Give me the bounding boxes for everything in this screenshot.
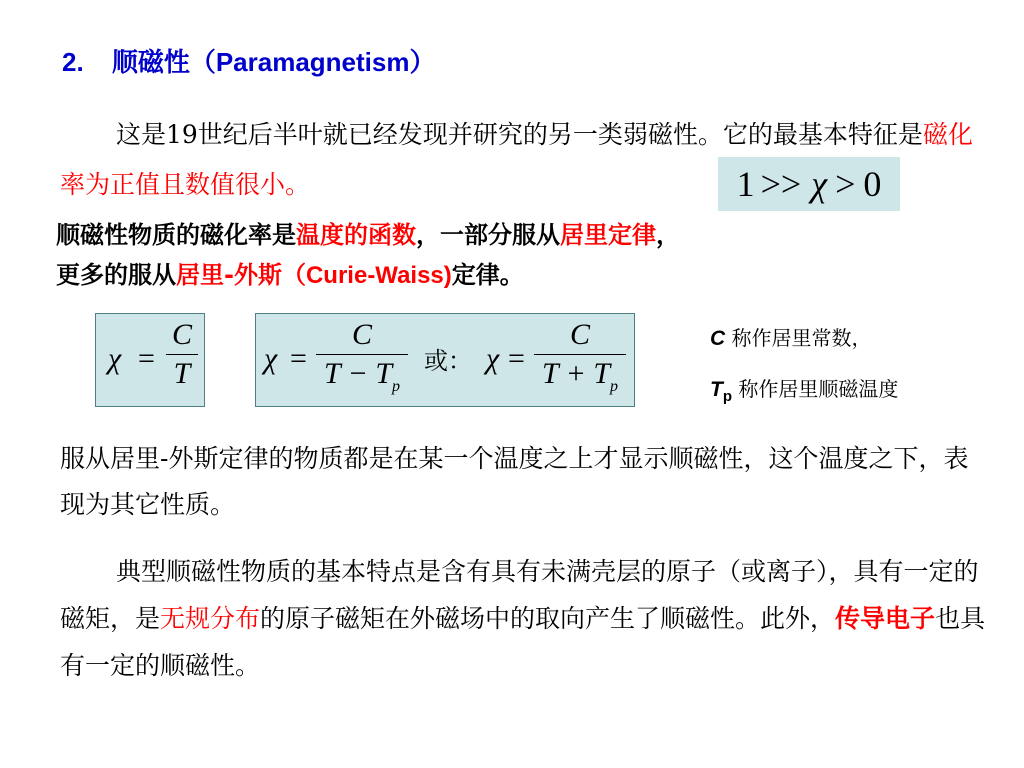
denominator-a: $T - T_p$ bbox=[323, 357, 401, 395]
note-tp-symbol: T bbox=[710, 378, 723, 401]
temp-text-3: ， bbox=[656, 221, 680, 249]
slide-title bbox=[62, 42, 436, 79]
chi-symbol: χ bbox=[108, 342, 122, 375]
paragraph-features bbox=[60, 548, 990, 689]
numerator: C bbox=[171, 318, 192, 351]
temp-highlight-curie-law: 居里定律 bbox=[560, 221, 656, 249]
denominator-b: $T + T_p$ bbox=[541, 357, 619, 395]
fraction bbox=[166, 318, 198, 391]
ineq-right: 0 bbox=[863, 164, 882, 204]
numerator-b: C bbox=[569, 318, 590, 351]
temp-text-4: 更多的服从 bbox=[56, 261, 176, 289]
temp-text-5: 定律。 bbox=[451, 261, 524, 289]
temp-highlight-curie-weiss: Curie-Waiss) bbox=[305, 262, 452, 289]
curie-weiss-text: 服从居里-外斯定律的物质都是在某一个温度之上才显示顺磁性，这个温度之下，表现为其它性质。 bbox=[60, 444, 969, 519]
temp-text-1: 顺磁性物质的磁化率是 bbox=[56, 221, 296, 249]
ineq-op2: > bbox=[835, 164, 856, 204]
title-number: 2. bbox=[62, 47, 84, 77]
temp-highlight-function: 温度的函数 bbox=[296, 221, 416, 249]
paragraph-temperature bbox=[56, 215, 996, 296]
curie-law-formula bbox=[95, 313, 205, 407]
features-highlight-random: 无规分布 bbox=[160, 604, 261, 633]
intro-highlight: 磁化率为正值且数值很小。 bbox=[60, 120, 973, 199]
fraction-a bbox=[316, 318, 408, 404]
denominator: T bbox=[173, 357, 191, 390]
title-close: ） bbox=[409, 48, 436, 78]
note-curie-temperature bbox=[710, 373, 898, 405]
note-c-symbol: C bbox=[710, 327, 726, 350]
note-tp-text: 称作居里顺磁温度 bbox=[732, 377, 899, 401]
features-highlight-conduction: 传导电子 bbox=[835, 604, 936, 633]
fraction-b bbox=[534, 318, 626, 404]
inequality-box bbox=[718, 157, 900, 211]
ineq-left: 1 bbox=[736, 164, 755, 204]
features-text-2: 的原子磁矩在外磁场中的取向产生了顺磁性。此外， bbox=[260, 604, 836, 633]
ineq-symbol: χ bbox=[811, 164, 828, 204]
ineq-op1: >> bbox=[760, 164, 802, 204]
note-c-text: 称作居里常数， bbox=[725, 326, 872, 350]
intro-text: 这是19世纪后半叶就已经发现并研究的另一类弱磁性。它的最基本特征是 bbox=[116, 120, 923, 149]
equals-sign-a: = bbox=[290, 342, 307, 375]
features-text-1: 典型顺磁性物质的基本特点是含有具有未满壳层的原子（或离子），具有一定的磁矩，是 bbox=[60, 557, 979, 633]
note-tp-sub: p bbox=[722, 388, 732, 405]
paragraph-curie-weiss bbox=[60, 436, 970, 528]
or-label: 或： bbox=[424, 347, 472, 375]
equals-sign-b: = bbox=[508, 342, 525, 375]
chi-symbol-b: χ bbox=[486, 342, 500, 375]
temp-highlight-curie: 居里 bbox=[176, 261, 224, 289]
curie-weiss-formula bbox=[255, 313, 635, 407]
title-chinese: 顺磁性（ bbox=[111, 48, 216, 78]
numerator-a: C bbox=[351, 318, 372, 351]
features-text-3: 也具有一定的顺磁性。 bbox=[60, 604, 986, 680]
temp-highlight-dash: - bbox=[224, 261, 234, 289]
note-curie-constant bbox=[710, 322, 872, 351]
chi-symbol-a: χ bbox=[264, 342, 278, 375]
title-english: Paramagnetism bbox=[215, 47, 410, 77]
temp-text-2: ，一部分服从 bbox=[416, 221, 560, 249]
temp-highlight-weiss: 外斯（ bbox=[233, 261, 306, 289]
equals-sign: = bbox=[138, 342, 155, 375]
